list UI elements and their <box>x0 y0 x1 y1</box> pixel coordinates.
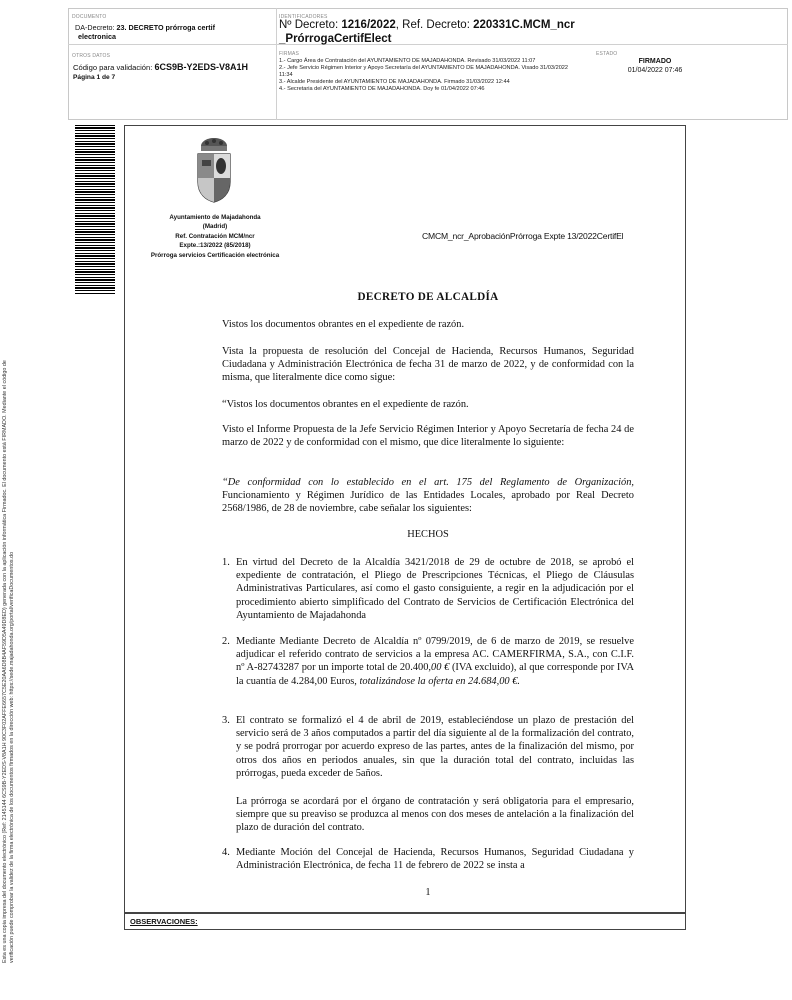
item-4-number: 4. <box>222 847 230 858</box>
side-text-line2: verificación puede comprobar la validez de la firma electrónica de los documentos firmados en la dirección web: https://sede.majadahonda.org/portal/verificaDocumentos.do <box>9 551 15 963</box>
documento-prefix: DA-Decreto: <box>75 23 115 32</box>
documento-bold: 23. DECRETO prórroga certif <box>116 23 216 32</box>
codigo-validacion <box>73 62 248 72</box>
firma-4: 4.- Secretaria del AYUNTAMIENTO DE MAJADAHONDA. Doy fe 01/04/2022 07:46 <box>279 86 485 92</box>
firma-3: 3.- Alcalde Presidente del AYUNTAMIENTO DE MAJADAHONDA. Firmado 31/03/2022 12:44 <box>279 79 510 85</box>
item-2-text-b: ,00 € <box>428 662 450 674</box>
side-verification-text <box>2 263 16 963</box>
paragraph-4: Visto el Informe Propuesta de la Jefe Servicio Régimen Interior y Apoyo Secretaría de fecha 24 de marzo de 2022 y de conformidad con el mismo, que dice literalmente lo siguiente: <box>222 424 634 449</box>
paragraph-1: Vistos los documentos obrantes en el expediente de razón. <box>222 319 465 330</box>
item-3-text-2: La prórroga se acordará por el órgano de contratación y será obligatoria para el empresario, siempre que su preaviso se produzca al menos con dos meses de antelación a la finalización del plazo de duración del contrato. <box>236 796 634 834</box>
item-2-text <box>236 635 634 688</box>
right-reference: CMCM_ncr_AprobaciónPrórroga Expte 13/2022CertifEl <box>422 231 624 241</box>
side-text-line1: Esta es una copia impresa del documento electrónico (Ref: 2145144 6CS9B-Y2EDS-V8A1H 90C3F02AFFE6657C5E20AA6D8B4AF59D5A49D8ED) generada con la aplicación informática Firmadoc. El documento está FIRMADO. Mediante el código de <box>2 360 8 963</box>
documento-caption: DOCUMENTO <box>72 14 107 20</box>
pagina-counter: Página 1 de 7 <box>73 74 116 81</box>
item-2-text-a: Mediante Mediante Decreto de Alcaldía nº 0799/2019, de 6 de marzo de 2019, se resuelve adjudicar el referido contrato de servicios a la empresa AC. CAMERFIRMA, S.A., con C.I.F. nº A-82743287 por un importe total de 20.400 <box>236 636 634 674</box>
paragraph-2: Vista la propuesta de resolución del Concejal de Hacienda, Recursos Humanos, Seguridad Ciudadana y Administración Electrónica de fecha 31 de marzo de 2022, y de conformidad con la misma, que literalmente dice como sigue: <box>222 346 634 384</box>
otros-datos-caption: OTROS DATOS <box>72 53 111 59</box>
codigo-value: 6CS9B-Y2EDS-V8A1H <box>154 62 249 72</box>
item-2-number: 2. <box>222 636 230 647</box>
identificadores-caption: IDENTIFICADORES <box>279 14 328 20</box>
letterhead <box>140 213 290 260</box>
barcode <box>75 125 115 295</box>
item-3-text: El contrato se formalizó el 4 de abril de 2019, estableciéndose un plazo de prestación del servicio será de 3 años computados a partir del día siguiente al de la formalización del contrato, y se podrá prorrogar por acuerdo expreso de las partes, antes de la finalización del mismo, por otros dos años en periodos anuales, sin que la duración total del contrato, incluidas las prórrogas, pueda exceder de 5años. <box>236 715 634 779</box>
decreto-num: 1216/2022 <box>341 19 396 31</box>
codigo-label: Código para validación: <box>73 63 153 72</box>
observaciones-label: OBSERVACIONES: <box>130 917 198 926</box>
decreto-identifier <box>279 18 575 46</box>
decreto-ref2: _PrórrogaCertifElect <box>279 33 392 45</box>
header-divider <box>276 8 277 120</box>
item-3-number: 3. <box>222 715 230 726</box>
firma-2: 2.- Jefe Servicio Régimen Interior y Apoyo Secretaría del AYUNTAMIENTO DE MAJADAHONDA. Visado 31/03/2022 <box>279 65 569 71</box>
documento-value <box>75 23 275 41</box>
decreto-prefix: Nº Decreto: <box>279 19 339 31</box>
paragraph-3: “Vistos los documentos obrantes en el expediente de razón. <box>222 399 469 410</box>
estado-value: FIRMADO <box>638 58 672 65</box>
observaciones-box <box>124 913 686 930</box>
firmas-list <box>279 58 589 93</box>
hechos-heading: HECHOS <box>407 529 449 540</box>
item-2-text-d: totalizándose la oferta en 24.684,00 €. <box>359 675 520 687</box>
item-1-number: 1. <box>222 557 230 568</box>
firma-1: 1.- Cargo Área de Contratación del AYUNTAMIENTO DE MAJADAHONDA. Revisado 31/03/2022 11:07 <box>279 58 536 64</box>
estado-fecha: 01/04/2022 07:46 <box>627 67 683 74</box>
decreto-ref-label: , Ref. Decreto: <box>395 19 470 31</box>
letterhead-line1: Ayuntamiento de Majadahonda <box>169 214 261 221</box>
document-title: DECRETO DE ALCALDÍA <box>357 291 499 303</box>
paragraph-5-rest: Funcionamiento y Régimen Jurídico de las Entidades Locales, aprobado por Real Decreto 2568/1986, de 28 de noviembre, cabe señalar los siguientes: <box>222 490 634 515</box>
letterhead-line2: (Madrid) <box>202 223 228 231</box>
firma-2b: 11:34 <box>279 72 293 78</box>
documento-line2: electronica <box>78 32 116 41</box>
page-number: 1 <box>425 887 431 898</box>
item-4-text: Mediante Moción del Concejal de Hacienda, Recursos Humanos, Seguridad Ciudadana y Administración Electrónica, de fecha 11 de febrero de 2022 se insta a <box>236 847 634 872</box>
estado-caption: ESTADO <box>596 51 618 57</box>
decreto-ref: 220331C.MCM_ncr <box>473 19 575 31</box>
paragraph-5-italic: “De conformidad con lo establecido en el art. 175 del Reglamento de Organización, <box>222 477 634 488</box>
item-1-text: En virtud del Decreto de la Alcaldía 3421/2018 de 29 de octubre de 2018, se aprobó el expediente de contratación, el Pliego de Prescripciones Técnicas, el Pliego de Cláusulas Administrativas Particulares, así como el gasto consiguiente, a regir en la adjudicación por el procedimiento abierto simplificado del Contrato de Servicios de Certificación Electrónica del Ayuntamiento de Majadahonda <box>236 557 634 621</box>
coat-of-arms-icon <box>192 136 236 204</box>
letterhead-line5: Prórroga servicios Certificación electrónica <box>150 251 280 259</box>
item-2-text-c: (IVA excluido), al que corresponde por IVA la cuantía de 4.284,00 Euros, <box>236 662 635 687</box>
letterhead-line3: Ref. Contratación MCM/ncr <box>175 232 255 240</box>
paragraph-5 <box>222 476 634 516</box>
letterhead-line4: Expte.:13/2022 (85/2018) <box>179 242 251 250</box>
firmas-caption: FIRMAS <box>279 51 300 57</box>
